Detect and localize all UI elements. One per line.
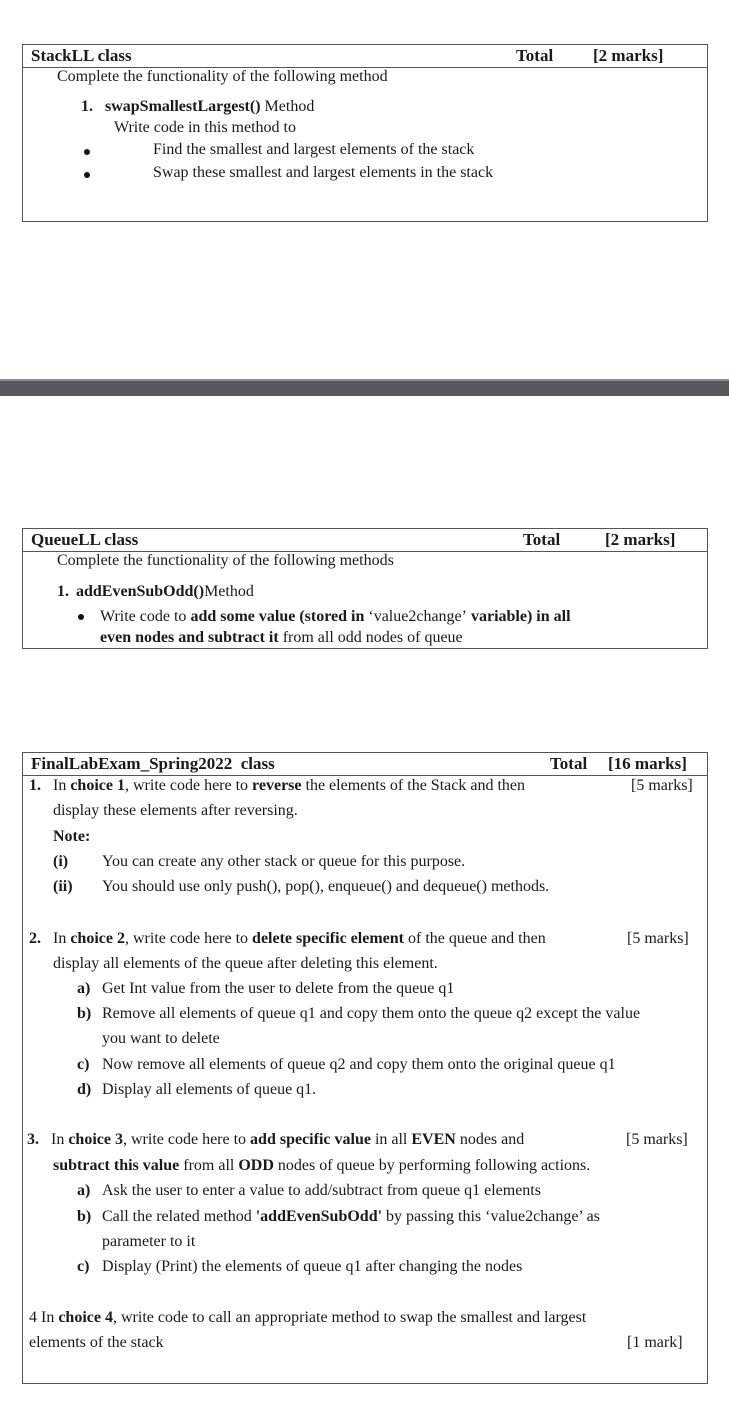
text-run: from all odd nodes of queue <box>278 629 463 646</box>
page-separator-bar <box>0 381 729 396</box>
q3-line-2 <box>53 1157 590 1175</box>
q3-line-1 <box>51 1131 524 1149</box>
q3-item-c-text: Display (Print) the elements of queue q1 after changing the nodes <box>102 1258 523 1275</box>
text-run: In <box>51 1131 69 1148</box>
q1-marks: [5 marks] <box>631 777 693 794</box>
stack-marks: [2 marks] <box>593 46 664 65</box>
q3-number: 3. <box>27 1131 39 1148</box>
text-run: choice 4 <box>58 1309 113 1326</box>
text-run: delete specific element <box>252 930 404 947</box>
text-run: by passing this ‘value2change’ as <box>382 1208 600 1225</box>
bullet-icon <box>84 149 90 155</box>
final-class-title: FinalLabExam_Spring2022 class <box>31 754 275 773</box>
stack-method-line <box>105 98 314 116</box>
q2-marks: [5 marks] <box>627 930 689 947</box>
q3-item-b-text <box>102 1208 600 1226</box>
text-run: Write code to <box>100 608 191 625</box>
queue-method-name: addEvenSubOdd() <box>76 583 205 600</box>
text-run: ‘value2change’ <box>368 608 467 625</box>
text-run: , write code to call an appropriate method to swap the smallest and largest <box>112 1309 587 1326</box>
queue-bullet-line-2 <box>100 629 463 647</box>
final-marks: [16 marks] <box>608 754 687 773</box>
q4-marks: [1 mark] <box>627 1334 683 1351</box>
text-run: ODD <box>238 1157 274 1174</box>
q3-marks: [5 marks] <box>626 1131 688 1148</box>
text-run: add specific value <box>250 1131 371 1148</box>
stack-method-name: swapSmallestLargest() <box>105 98 261 115</box>
q3-item-a-text: Ask the user to enter a value to add/subtract from queue q1 elements <box>102 1182 541 1199</box>
text-run: In <box>53 930 71 947</box>
queue-method-suffix: Method <box>204 583 254 600</box>
q2-item-c-text: Now remove all elements of queue q2 and copy them onto the original queue q1 <box>102 1056 616 1073</box>
q4-line-1 <box>29 1309 586 1327</box>
queue-bullet-line-1 <box>100 608 571 626</box>
stack-total-label: Total <box>516 46 554 65</box>
text-run: the elements of the Stack and then <box>301 777 525 794</box>
q2-item-b-text: Remove all elements of queue q1 and copy them onto the queue q2 except the value <box>102 1005 641 1022</box>
bullet-icon <box>84 172 90 178</box>
q2-number: 2. <box>29 930 41 947</box>
text-run: of the queue and then <box>403 930 546 947</box>
q3-item-a-label: a) <box>77 1182 91 1199</box>
q1-line-1 <box>53 777 525 795</box>
text-run: , write code here to <box>124 930 253 947</box>
text-run: choice 1 <box>70 777 125 794</box>
text-run: In <box>53 777 71 794</box>
header-rule <box>23 775 707 776</box>
queue-item-number: 1. <box>57 583 69 600</box>
q1-note-2-label: (ii) <box>53 878 73 895</box>
text-run: subtract this value <box>53 1157 180 1174</box>
q1-note-1-label: (i) <box>53 853 69 870</box>
text-run: nodes of queue by performing following actions. <box>273 1157 591 1174</box>
stack-method-suffix: Method <box>260 98 315 115</box>
queue-total-label: Total <box>523 530 561 549</box>
text-run: , write code here to <box>124 777 253 794</box>
q4-line-2: elements of the stack <box>29 1334 164 1351</box>
text-run: even nodes and subtract it <box>100 629 279 646</box>
q2-line-1 <box>53 930 546 948</box>
text-run: choice 2 <box>70 930 125 947</box>
q2-item-d-text: Display all elements of queue q1. <box>102 1081 317 1098</box>
q1-note-1-text: You can create any other stack or queue for this purpose. <box>102 853 466 870</box>
q1-note-label: Note: <box>53 828 91 845</box>
q3-item-c-label: c) <box>77 1258 90 1275</box>
text-run: 'addEvenSubOdd' <box>255 1208 383 1225</box>
q2-item-c-label: c) <box>77 1056 90 1073</box>
q1-number: 1. <box>29 777 41 794</box>
q3-item-b-label: b) <box>77 1208 92 1225</box>
q2-line-2: display all elements of the queue after deleting this element. <box>53 955 438 972</box>
text-run: from all <box>179 1157 239 1174</box>
text-run: variable) in all <box>466 608 571 625</box>
q1-line-2: display these elements after reversing. <box>53 802 298 819</box>
text-run: add some value (stored in <box>190 608 369 625</box>
stack-bullet-2: Swap these smallest and largest elements in the stack <box>153 164 494 181</box>
text-run: 4 In <box>29 1309 59 1326</box>
text-run: nodes and <box>455 1131 525 1148</box>
text-run: reverse <box>252 777 302 794</box>
queue-method-line <box>76 583 254 601</box>
q3-item-b-text-cont: parameter to it <box>102 1233 196 1250</box>
text-run: in all <box>370 1131 412 1148</box>
final-total-label: Total <box>550 754 588 773</box>
bullet-icon <box>78 614 84 620</box>
queue-section <box>22 528 708 649</box>
queue-marks: [2 marks] <box>605 530 676 549</box>
text-run: , write code here to <box>122 1131 251 1148</box>
stack-class-title: StackLL class <box>31 46 132 65</box>
q2-item-a-label: a) <box>77 980 91 997</box>
q2-item-a-text: Get Int value from the user to delete from the queue q1 <box>102 980 455 997</box>
stack-item-number: 1. <box>81 98 93 115</box>
stack-intro: Complete the functionality of the following method <box>57 68 388 85</box>
stack-section <box>22 44 708 222</box>
stack-write-code: Write code in this method to <box>114 119 296 136</box>
stack-bullet-1: Find the smallest and largest elements of the stack <box>153 141 475 158</box>
final-section <box>22 752 708 1384</box>
text-run: EVEN <box>411 1131 456 1148</box>
text-run: choice 3 <box>68 1131 123 1148</box>
q2-item-d-label: d) <box>77 1081 92 1098</box>
q2-item-b-text-cont: you want to delete <box>102 1030 220 1047</box>
q2-item-b-label: b) <box>77 1005 92 1022</box>
queue-intro: Complete the functionality of the following methods <box>57 552 394 569</box>
queue-class-title: QueueLL class <box>31 530 139 549</box>
q1-note-2-text: You should use only push(), pop(), enqueue() and dequeue() methods. <box>102 878 550 895</box>
text-run: Call the related method <box>102 1208 256 1225</box>
